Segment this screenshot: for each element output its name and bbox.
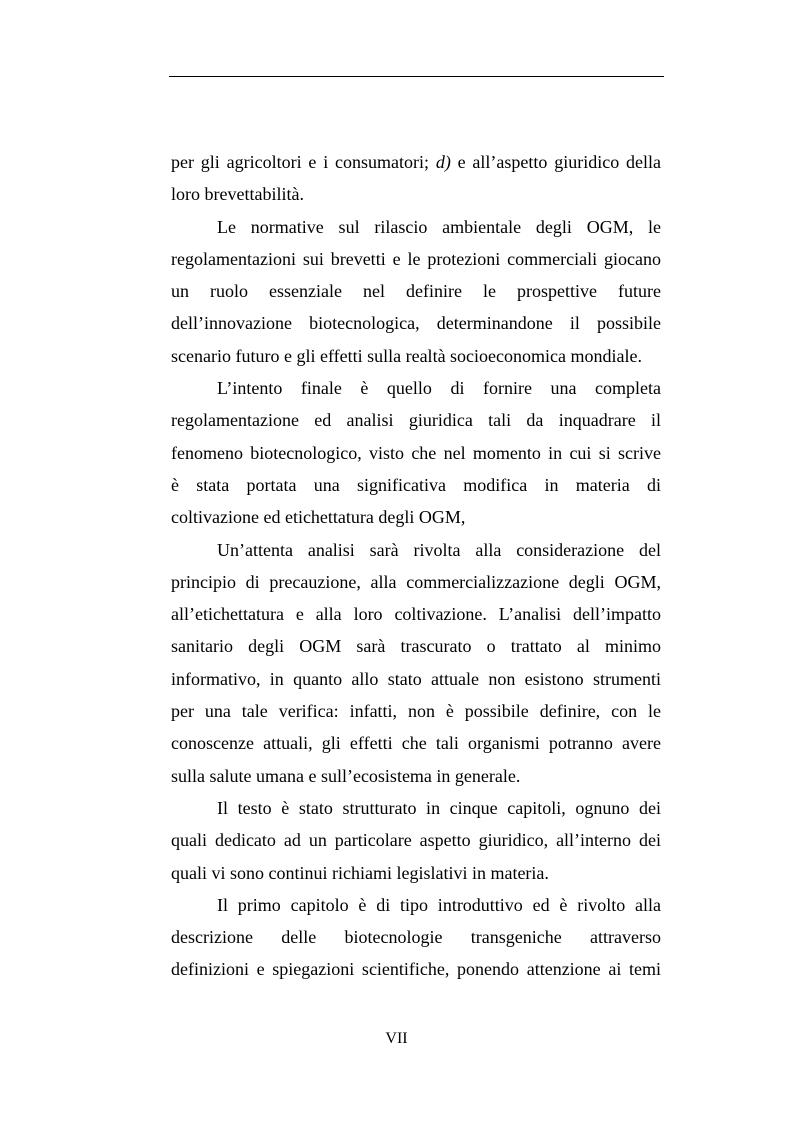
paragraph-start: L’intento finale è quello di fornire una completa [217, 378, 661, 399]
text-line: per una tale verifica: infatti, non è possibile definire, con le [171, 701, 661, 722]
text-line: quali vi sono continui richiami legislativi in materia. [171, 862, 549, 883]
text-line: dell’innovazione biotecnologica, determinandone il possibile [171, 313, 661, 334]
text-line: regolamentazione ed analisi giuridica tali da inquadrare il [171, 410, 661, 431]
text-line: per gli agricoltori e i consumatori; d) e all’aspetto giuridico della [171, 152, 661, 172]
text-line: regolamentazioni sui brevetti e le protezioni commerciali giocano [171, 248, 661, 269]
header-rule [169, 76, 664, 77]
text-line: quali dedicato ad un particolare aspetto giuridico, all’interno dei [171, 830, 661, 851]
text-line: informativo, in quanto allo stato attuale non esistono strumenti [171, 668, 661, 689]
text-line: principio di precauzione, alla commercializzazione degli OGM, [171, 571, 661, 592]
text-line: sanitario degli OGM sarà trascurato o trattato al minimo [171, 636, 661, 657]
text-line: definizioni e spiegazioni scientifiche, ponendo attenzione ai temi [171, 959, 661, 980]
text-line: fenomeno biotecnologico, visto che nel momento in cui si scrive [171, 442, 661, 463]
paragraph-start: Il primo capitolo è di tipo introduttivo ed è rivolto alla [217, 894, 661, 915]
text-line: all’etichettatura e alla loro coltivazione. L’analisi dell’impatto [171, 604, 661, 625]
body-text [171, 146, 661, 986]
page-number: VII [385, 1030, 408, 1047]
text-line: conoscenze attuali, gli effetti che tali organismi potranno avere [171, 733, 661, 754]
paragraph-start: Un’attenta analisi sarà rivolta alla considerazione del [217, 539, 661, 560]
text-line: descrizione delle biotecnologie transgeniche attraverso [171, 927, 661, 948]
text-line: loro brevettabilità. [171, 184, 304, 205]
paragraph-start: Le normative sul rilascio ambientale degli OGM, le [217, 216, 661, 237]
text-line: coltivazione ed etichettatura degli OGM, [171, 507, 466, 528]
text-line: un ruolo essenziale nel definire le prospettive future [171, 281, 661, 302]
paragraph-start: Il testo è stato strutturato in cinque capitoli, ognuno dei [217, 797, 661, 818]
text-line: è stata portata una significativa modifica in materia di [171, 474, 661, 495]
text-line: sulla salute umana e sull’ecosistema in generale. [171, 765, 521, 786]
text-line: scenario futuro e gli effetti sulla realtà socioeconomica mondiale. [171, 345, 642, 366]
